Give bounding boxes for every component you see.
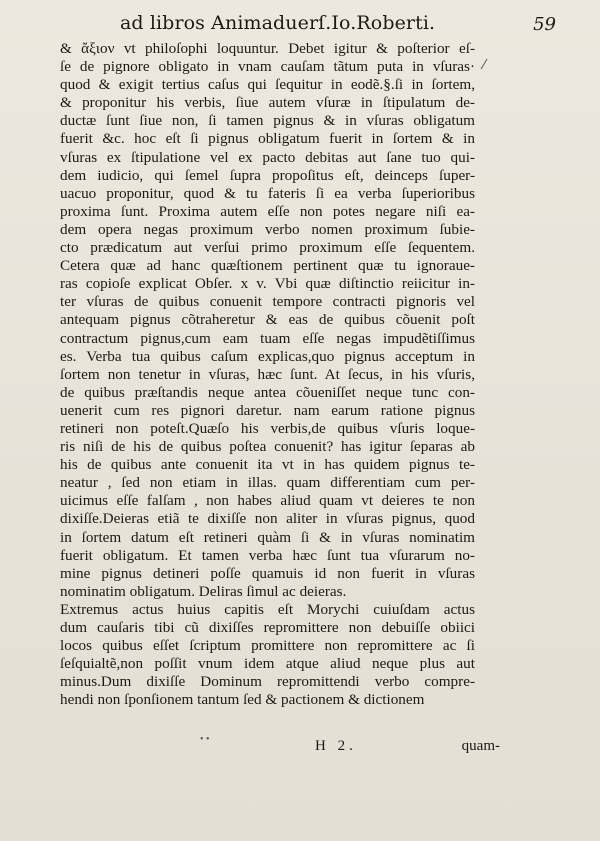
text-line: proxima ſunt. Proxima autem eſſe non potes negare niſi ea- — [60, 202, 475, 220]
text-line: Cetera quæ ad hanc quæſtionem pertinent quæ tu ignoraue- — [60, 257, 475, 275]
text-line: Extremus actus huius capitis eſt Morychi cuiuſdam actus — [60, 600, 475, 618]
ornament-dots: • • — [200, 734, 210, 745]
text-line: es. Verba tua quibus caſum explicas,quo pignus acceptum in — [60, 347, 475, 365]
text-line: vſuras ex ſtipulatione vel ex pacto debitas aut ſane tuo qui- — [60, 148, 475, 166]
text-line: in ſortem datum eſt retineri quàm ſi & in vſuras nominatim — [60, 528, 475, 546]
text-line: ter vſuras de quibus conuenit tempore contracti pignoris vel — [60, 293, 475, 311]
margin-mark: ⁄ — [483, 58, 486, 73]
text-line: hendi non ſponſionem tantum ſed & pactionem & dictionem — [60, 691, 425, 709]
text-line: quod & exigit tertius caſus qui ſequitur in eodẽ.§.ſi in ſortem, — [60, 76, 475, 94]
text-line: retineri non poteſt.Quæſo his verbis,de quibus vſuris loque- — [60, 419, 475, 437]
page-number: 59 — [533, 14, 556, 35]
text-line: ris niſi de his de quibus poſtea conuenit? has igitur ſeparas ab — [60, 438, 475, 456]
text-line: mine pignus detineri poſſe quamuis id non fuerit in vſuras — [60, 564, 475, 582]
text-line: ſeſquialtẽ,non poſſit vnum idem atque aliud neque plus aut — [60, 655, 475, 673]
text-line: locos quibus eſſet ſcriptum promittere non repromittere ac ſi — [60, 637, 475, 655]
text-line: contractum pignus,cum eam tuam eſſe negas impudẽtiſſimus — [60, 329, 475, 347]
text-line: dum cauſaris tibi cũ dixiſſes repromittere non debuiſſe obiici — [60, 619, 475, 636]
text-line: de quibus præſtandis neque antea cõueniſſet neque tunc con- — [60, 383, 475, 401]
text-line: nominatim obligatum. Deliras ſimul ac deieras. — [60, 582, 347, 600]
text-line: ſe de pignore obligato in vnam cauſam tãtum puta in vſuras· — [60, 58, 475, 76]
text-line: cto prædicatum aut verſui primo proximum eſſe ſequentem. — [60, 239, 475, 257]
text-line: ras copioſe explicat Obſer. x v. Vbi quæ diſtinctio reiicitur in- — [60, 275, 475, 293]
running-head: ad libros Animaduerſ.Io.Roberti. — [120, 12, 436, 34]
text-line: antequam pignus cõtraheretur & eas de quibus cõuenit poſt — [60, 311, 475, 329]
signature-mark: H 2. — [315, 738, 357, 754]
text-line: neatur , ſed non etiam in illas. quam differentiam cum per- — [60, 474, 475, 492]
page-footer — [60, 734, 500, 758]
text-line: uacuo proponitur, quod & tu fateris ſi ea verba ſuperioribus — [60, 184, 475, 202]
text-line: dem iudicio, qui ſemel ſupra propoſitus eſt, deinceps ſuper- — [60, 166, 475, 184]
page-header — [60, 12, 570, 42]
text-line: dixiſſe.Deieras etiã te dixiſſe non aliter in vſuras pignus, quod — [60, 510, 475, 528]
text-line: uenerit cum res pignori daretur. nam earum ratione pignus — [60, 401, 475, 419]
catchword: quam- — [461, 738, 500, 754]
text-line: his de quibus ante conuenit ita vt in has quidem pignus te- — [60, 456, 475, 474]
text-line: ſortem non tenetur in vſuras, hæc ſunt. At ſecus, in his vſuris, — [60, 365, 475, 383]
text-line: fuerit &c. hoc eſt ſi pignus obligatum fuerit in ſortem & in — [60, 130, 475, 148]
text-line: dem opera negas proximum verbo nomen proximum ſubie- — [60, 220, 475, 238]
body-text — [60, 40, 475, 709]
text-line: minus.Dum dixiſſe Dominum repromittendi verbo compre- — [60, 673, 475, 691]
text-line: & proponitur his verbis, ſiue autem vſuræ in ſtipulatum de- — [60, 94, 475, 112]
text-line: & ἄξιον vt philoſophi loquuntur. Debet igitur & poſterior eſ- — [60, 40, 475, 57]
text-line: fuerit obligatum. Et tamen verba hæc ſunt tua vſurarum no- — [60, 546, 475, 564]
text-line: uicimus eſſe falſam , non habes aliud quam vt deieres te non — [60, 492, 475, 510]
text-line: ductæ ſunt ſiue non, ſi tamen pignus & in vſuras obligatum — [60, 112, 475, 130]
